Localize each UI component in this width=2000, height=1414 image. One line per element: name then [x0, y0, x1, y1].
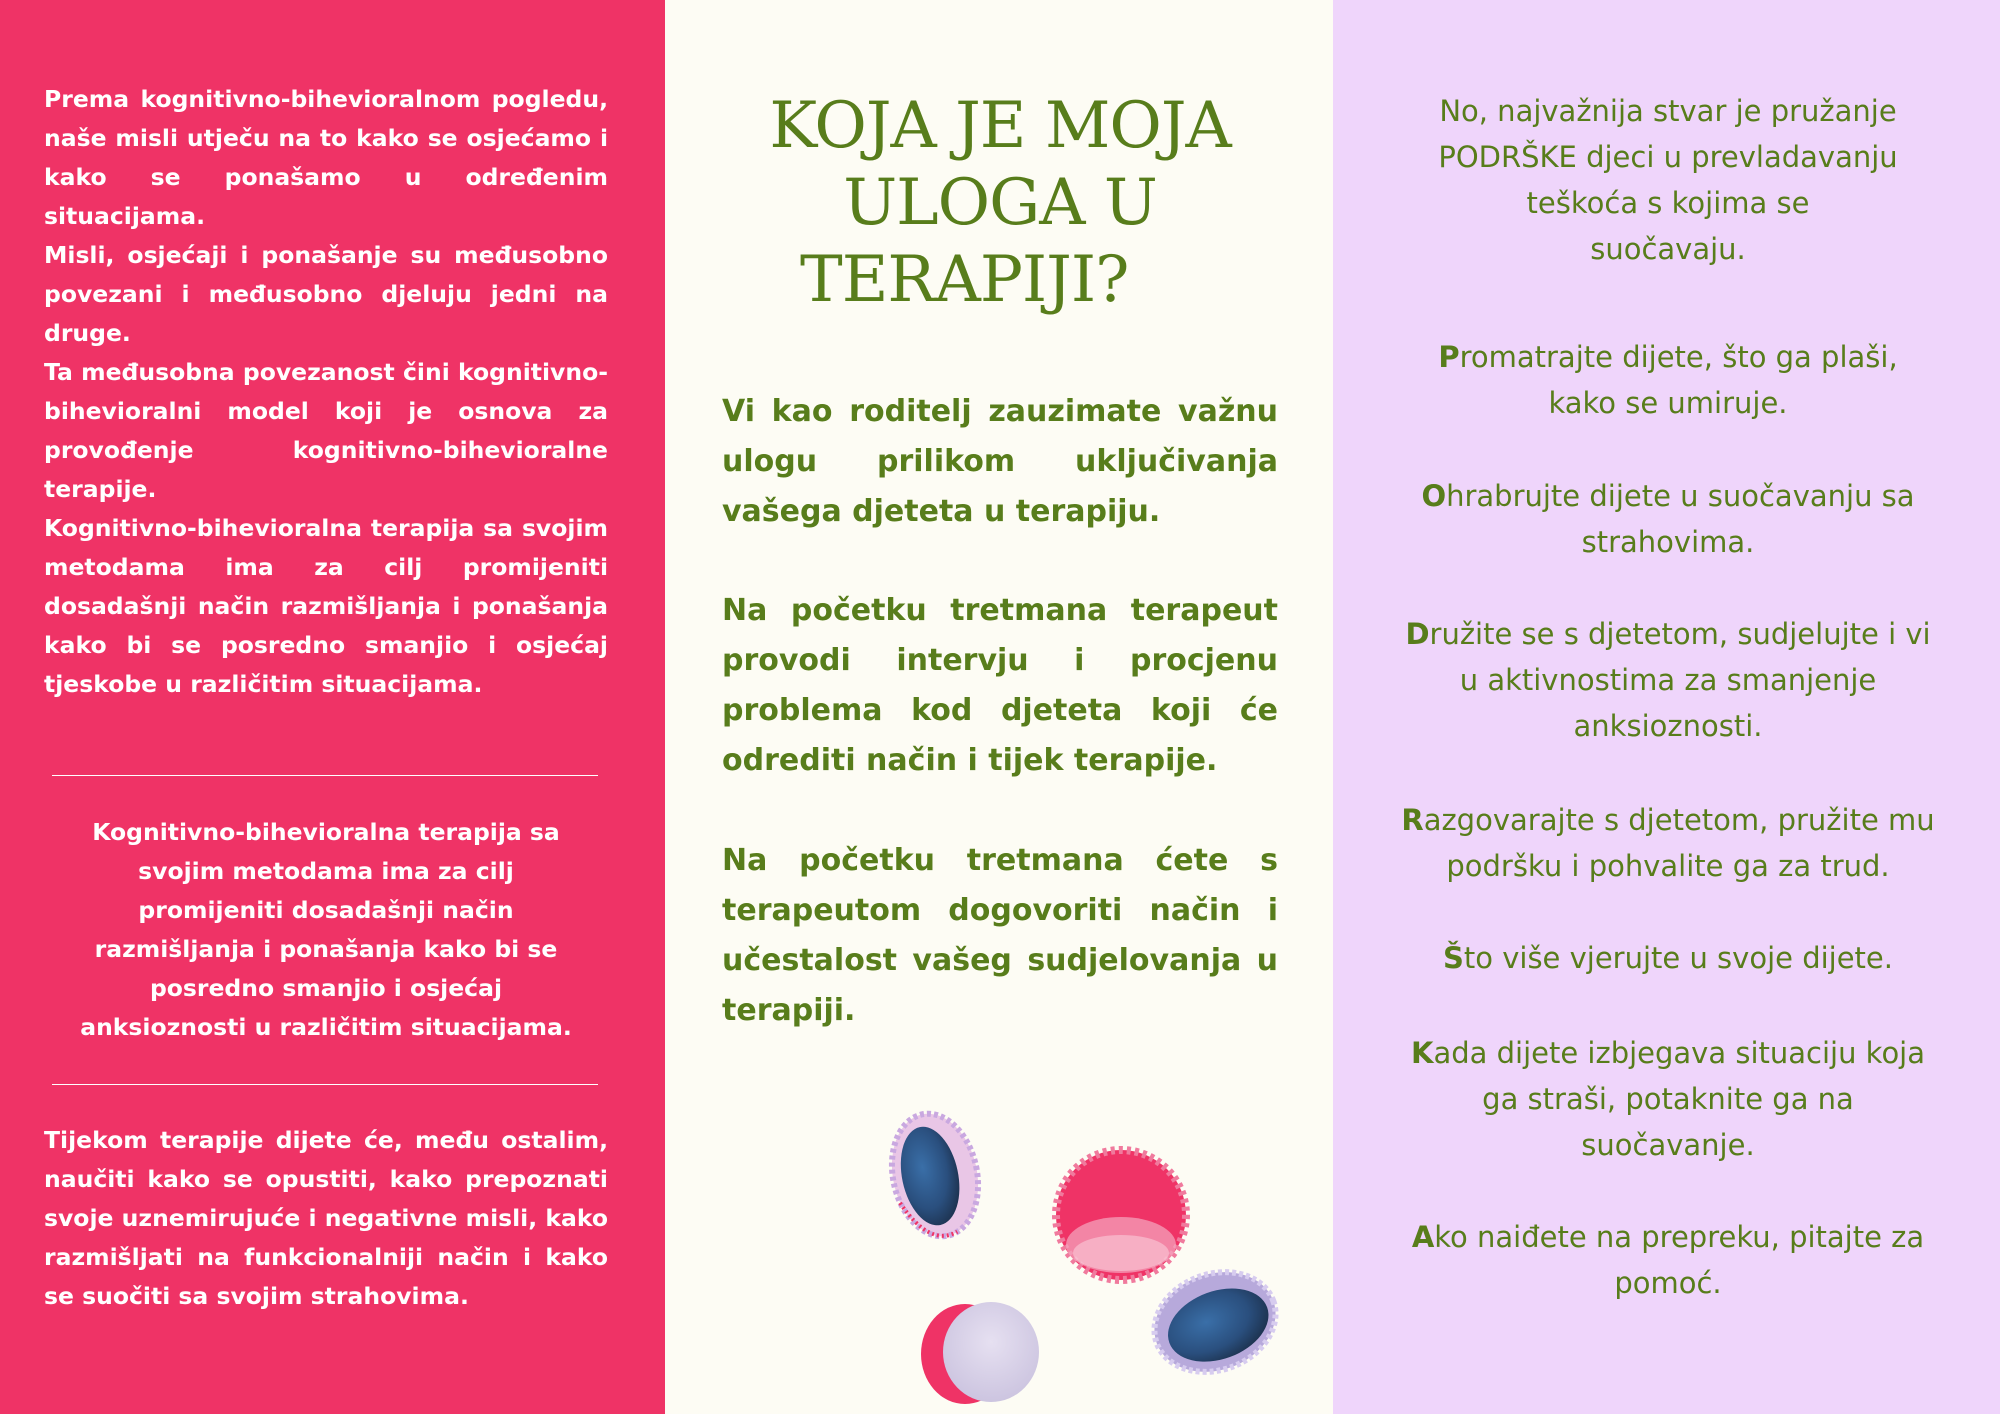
divider-top [52, 775, 598, 776]
tip-line [1363, 334, 1973, 380]
intro-paragraph-3: Ta međusobna povezanost čini kognitivno-bihevioralni model koji je osnova za provođenje kognitivno-bihevioralne terapije. [44, 358, 608, 503]
title-line: TERAPIJI? [800, 243, 1129, 317]
tip-p [1363, 334, 1973, 426]
tip-text: ko naiđete na prepreku, pitajte za [1434, 1220, 1925, 1254]
role-text-2: Na početku tretmana terapeut provodi intervju i procjenu problema kod djeteta koji će odrediti način i tijek terapije. [722, 593, 1278, 778]
highlight-line: Kognitivno-bihevioralna terapija sa [92, 818, 560, 846]
left-column [0, 0, 665, 1414]
closing-text [44, 1121, 608, 1316]
middle-column [665, 0, 1333, 1414]
tip-text: anksioznosti. [1573, 709, 1763, 743]
intro-paragraph-4: Kognitivno-bihevioralna terapija sa svojim metodama ima za cilj promijeniti dosadašnji način razmišljanja i ponašanja kako bi se posredno smanjio i osjećaj tjeskobe u različitim situacijama. [44, 514, 608, 698]
highlight-line: anksioznosti u različitim situacijama. [80, 1013, 572, 1041]
tip-line [1363, 611, 1973, 657]
role-text-1: Vi kao roditelj zauzimate važnu ulogu prilikom uključivanja vašega djeteta u terapiju. [722, 394, 1278, 529]
tip-text: azgovarajte s djetetom, pružite mu [1423, 803, 1935, 837]
highlight-text [44, 813, 608, 1047]
closing-paragraph: Tijekom terapije dijete će, među ostalim, naučiti kako se opustiti, kako prepoznati svoje uznemirujuće i negativne misli, kako razmišljati na funkcionalniji način i kako se suočiti sa svojim strahovima. [44, 1126, 608, 1310]
tip-initial: K [1410, 1036, 1434, 1070]
tip-initial: R [1401, 803, 1424, 837]
tip-text: suočavanje. [1581, 1128, 1755, 1162]
tip-line [1363, 473, 1973, 519]
highlight-line: promijeniti dosadašnji način [138, 896, 514, 924]
tip-line [1363, 1214, 1973, 1260]
tip-text: kako se umiruje. [1548, 386, 1788, 420]
role-paragraph-3 [722, 836, 1278, 1036]
tip-text: romatrajte dijete, što ga plaši, [1459, 340, 1898, 374]
pills-icon [865, 1100, 1285, 1410]
page-title [720, 88, 1280, 319]
tip-r [1363, 797, 1973, 889]
tip-line [1363, 797, 1973, 843]
tip-o [1363, 473, 1973, 565]
tip-initial: O [1421, 479, 1447, 513]
support-intro-line: No, najvažnija stvar je pružanje [1439, 94, 1897, 128]
tip-text: pomoć. [1614, 1266, 1722, 1300]
tip-text: ada dijete izbjegava situaciju koja [1433, 1036, 1926, 1070]
tip-line [1363, 1030, 1973, 1076]
tip-d [1363, 611, 1973, 749]
tip-initial: D [1405, 617, 1430, 651]
support-intro [1363, 88, 1973, 272]
tip-initial: P [1438, 340, 1460, 374]
tip-a [1363, 1214, 1973, 1306]
support-intro-line: teškoća s kojima se [1526, 186, 1810, 220]
highlight-line: posredno smanjio i osjećaj [149, 974, 503, 1002]
intro-text [44, 80, 608, 704]
tip-k [1363, 1030, 1973, 1168]
highlight-line: svojim metodama ima za cilj [138, 857, 514, 885]
support-intro-line: suočavaju. [1590, 232, 1746, 266]
right-column [1333, 0, 2000, 1414]
tip-text: u aktivnostima za smanjenje [1459, 663, 1877, 697]
intro-paragraph-1: Prema kognitivno-bihevioralnom pogledu, naše misli utječu na to kako se osjećamo i kako se ponašamo u određenim situacijama. [44, 85, 608, 230]
pill-pink-center [1056, 1150, 1186, 1280]
title-line: ULOGA U [843, 166, 1157, 240]
role-text-3: Na početku tretmana ćete s terapeutom dogovoriti način i učestalost vašeg sudjelovanja u terapiji. [722, 843, 1278, 1028]
title-line: KOJA JE MOJA [769, 89, 1231, 163]
pill-lilac-bottom [921, 1302, 1039, 1404]
highlight-line: razmišljanja i ponašanja kako bi se [94, 935, 558, 963]
intro-paragraph-2: Misli, osjećaji i ponašanje su međusobno povezani i međusobno djeluju jedni na druge. [44, 241, 608, 347]
support-intro-line: PODRŠKE djeci u prevladavanju [1438, 140, 1898, 174]
tip-text: hrabrujte dijete u suočavanju sa [1446, 479, 1915, 513]
tip-line [1363, 935, 1973, 981]
tip-text: to više vjerujte u svoje dijete. [1463, 941, 1893, 975]
tip-initial: Š [1443, 941, 1464, 975]
tip-text: ga straši, potaknite ga na [1482, 1082, 1854, 1116]
tip-initial: A [1411, 1220, 1435, 1254]
tip-text: ružite se s djetetom, sudjelujte i vi [1429, 617, 1931, 651]
pill-blue-right [1140, 1256, 1285, 1389]
role-paragraph-2 [722, 586, 1278, 786]
tip-text: strahovima. [1581, 525, 1755, 559]
divider-bottom [52, 1084, 598, 1085]
tip-s [1363, 935, 1973, 981]
tip-text: podršku i pohvalite ga za trud. [1446, 849, 1890, 883]
pill-blue-left [881, 1106, 989, 1245]
role-paragraph-1 [722, 387, 1278, 537]
